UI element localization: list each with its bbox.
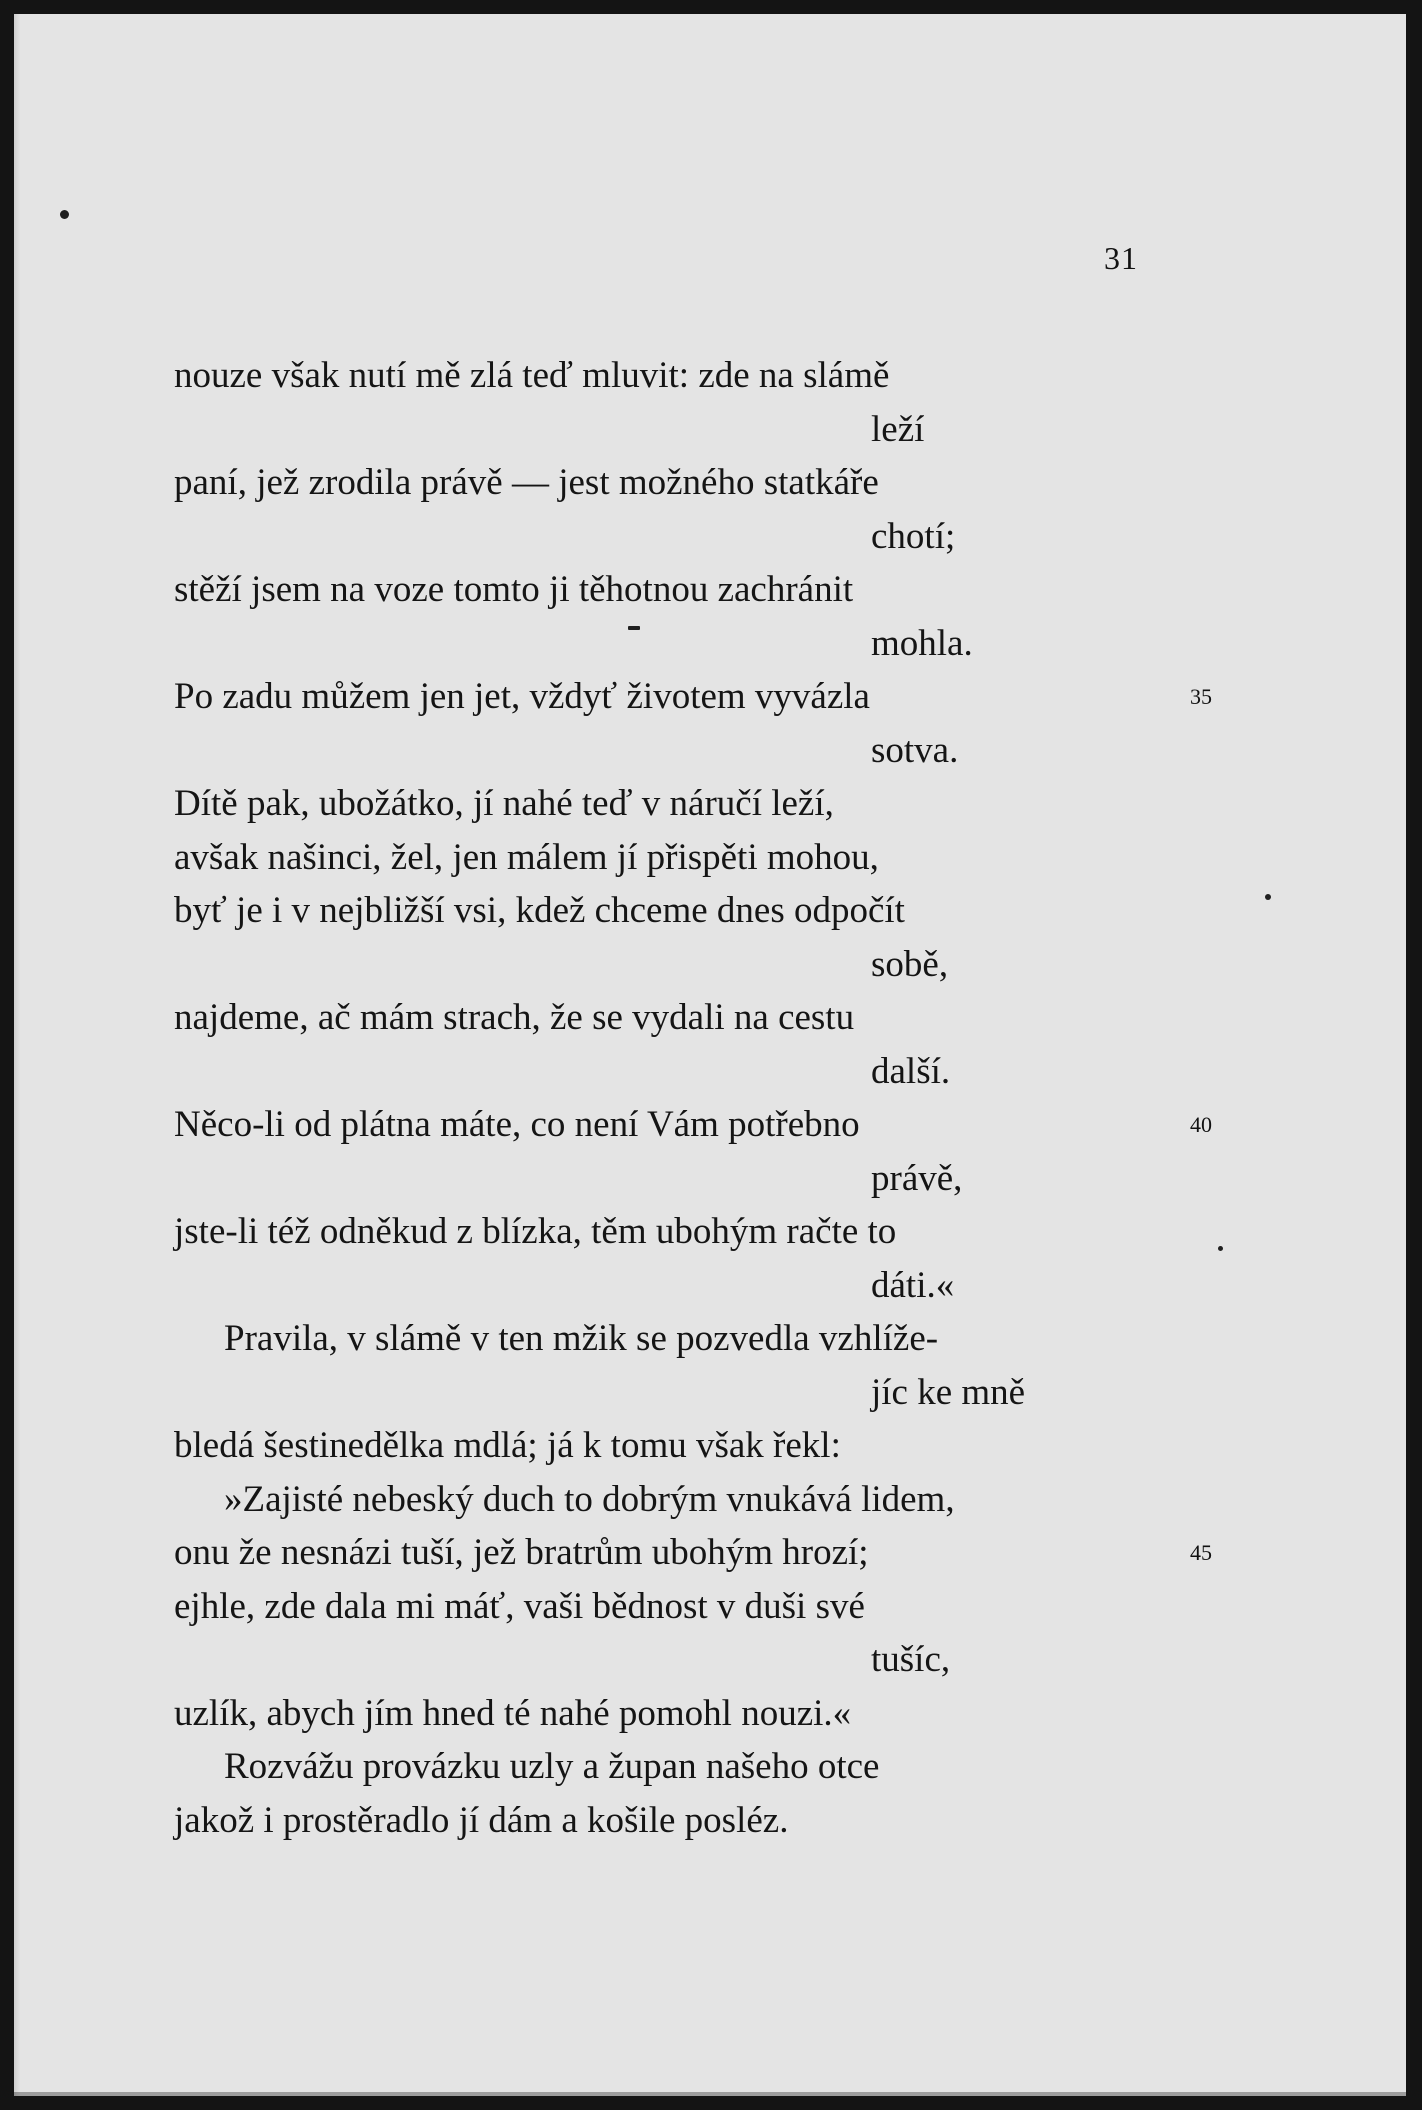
page-bottom-edge bbox=[14, 2092, 1406, 2096]
verse-turnover: mohla. bbox=[871, 622, 973, 664]
verse-turnover: leží bbox=[871, 408, 925, 450]
verse-turnover: sobě, bbox=[871, 943, 949, 985]
page-number: 31 bbox=[1104, 240, 1138, 276]
verse-line: Rozvážu provázku uzly a župan našeho otce bbox=[224, 1746, 880, 1787]
book-page bbox=[14, 14, 1406, 2096]
verse-turnover: sotva. bbox=[871, 729, 959, 771]
line-number: 35 bbox=[1190, 684, 1212, 709]
verse-line: »Zajisté nebeský duch to dobrým vnukává lidem, bbox=[224, 1478, 955, 1520]
line-number: 40 bbox=[1190, 1112, 1212, 1137]
verse-line: bledá šestinedělka mdlá; já k tomu však řekl: bbox=[174, 1425, 841, 1466]
verse-line: jste-li též odněkud z blízka, těm ubohým račte to bbox=[174, 1211, 897, 1252]
poem-text bbox=[174, 349, 1212, 1847]
verse-turnover: tušíc, bbox=[871, 1639, 951, 1680]
ink-speck bbox=[1265, 894, 1271, 900]
verse-line: onu že nesnázi tuší, jež bratrům ubohým hrozí; 45 bbox=[174, 1526, 1166, 1580]
verse-line: avšak našinci, žel, jen málem jí přispěti mohou, bbox=[174, 836, 879, 878]
line-number: 45 bbox=[1190, 1540, 1212, 1565]
verse-line: stěží jsem na voze tomto ji těhotnou zachránit bbox=[174, 569, 854, 610]
verse-line: Po zadu můžem jen jet, vždyť životem vyvázla 35 bbox=[174, 670, 1166, 724]
verse-line: Dítě pak, ubožátko, jí nahé teď v náručí leží, bbox=[174, 783, 834, 824]
verse-line: najdeme, ač mám strach, že se vydali na cestu bbox=[174, 997, 855, 1038]
verse-line: jakož i prostěradlo jí dám a košile posléz. bbox=[174, 1799, 789, 1841]
ink-speck bbox=[60, 210, 69, 219]
verse-turnover: chotí; bbox=[871, 515, 956, 557]
verse-line: ejhle, zde dala mi máť, vaši bědnost v duši své bbox=[174, 1585, 865, 1627]
verse-line: byť je i v nejbližší vsi, kdež chceme dnes odpočít bbox=[174, 890, 905, 931]
verse-line: paní, jež zrodila právě — jest možného statkáře bbox=[174, 462, 879, 503]
verse-line: uzlík, abych jím hned té nahé pomohl nouzi.« bbox=[174, 1692, 852, 1734]
ink-speck bbox=[1218, 1246, 1223, 1251]
verse-turnover: další. bbox=[871, 1050, 951, 1092]
verse-line: Pravila, v slámě v ten mžik se pozvedla vzhlíže- bbox=[224, 1318, 939, 1359]
page-spine-shadow bbox=[14, 14, 20, 2096]
verse-line: nouze však nutí mě zlá teď mluvit: zde na slámě bbox=[174, 355, 890, 396]
verse-turnover: jíc ke mně bbox=[871, 1371, 1026, 1413]
verse-turnover: právě, bbox=[871, 1157, 963, 1199]
verse-line: Něco-li od plátna máte, co není Vám potřebno 40 bbox=[174, 1098, 1166, 1152]
verse-turnover: dáti.« bbox=[871, 1264, 955, 1306]
